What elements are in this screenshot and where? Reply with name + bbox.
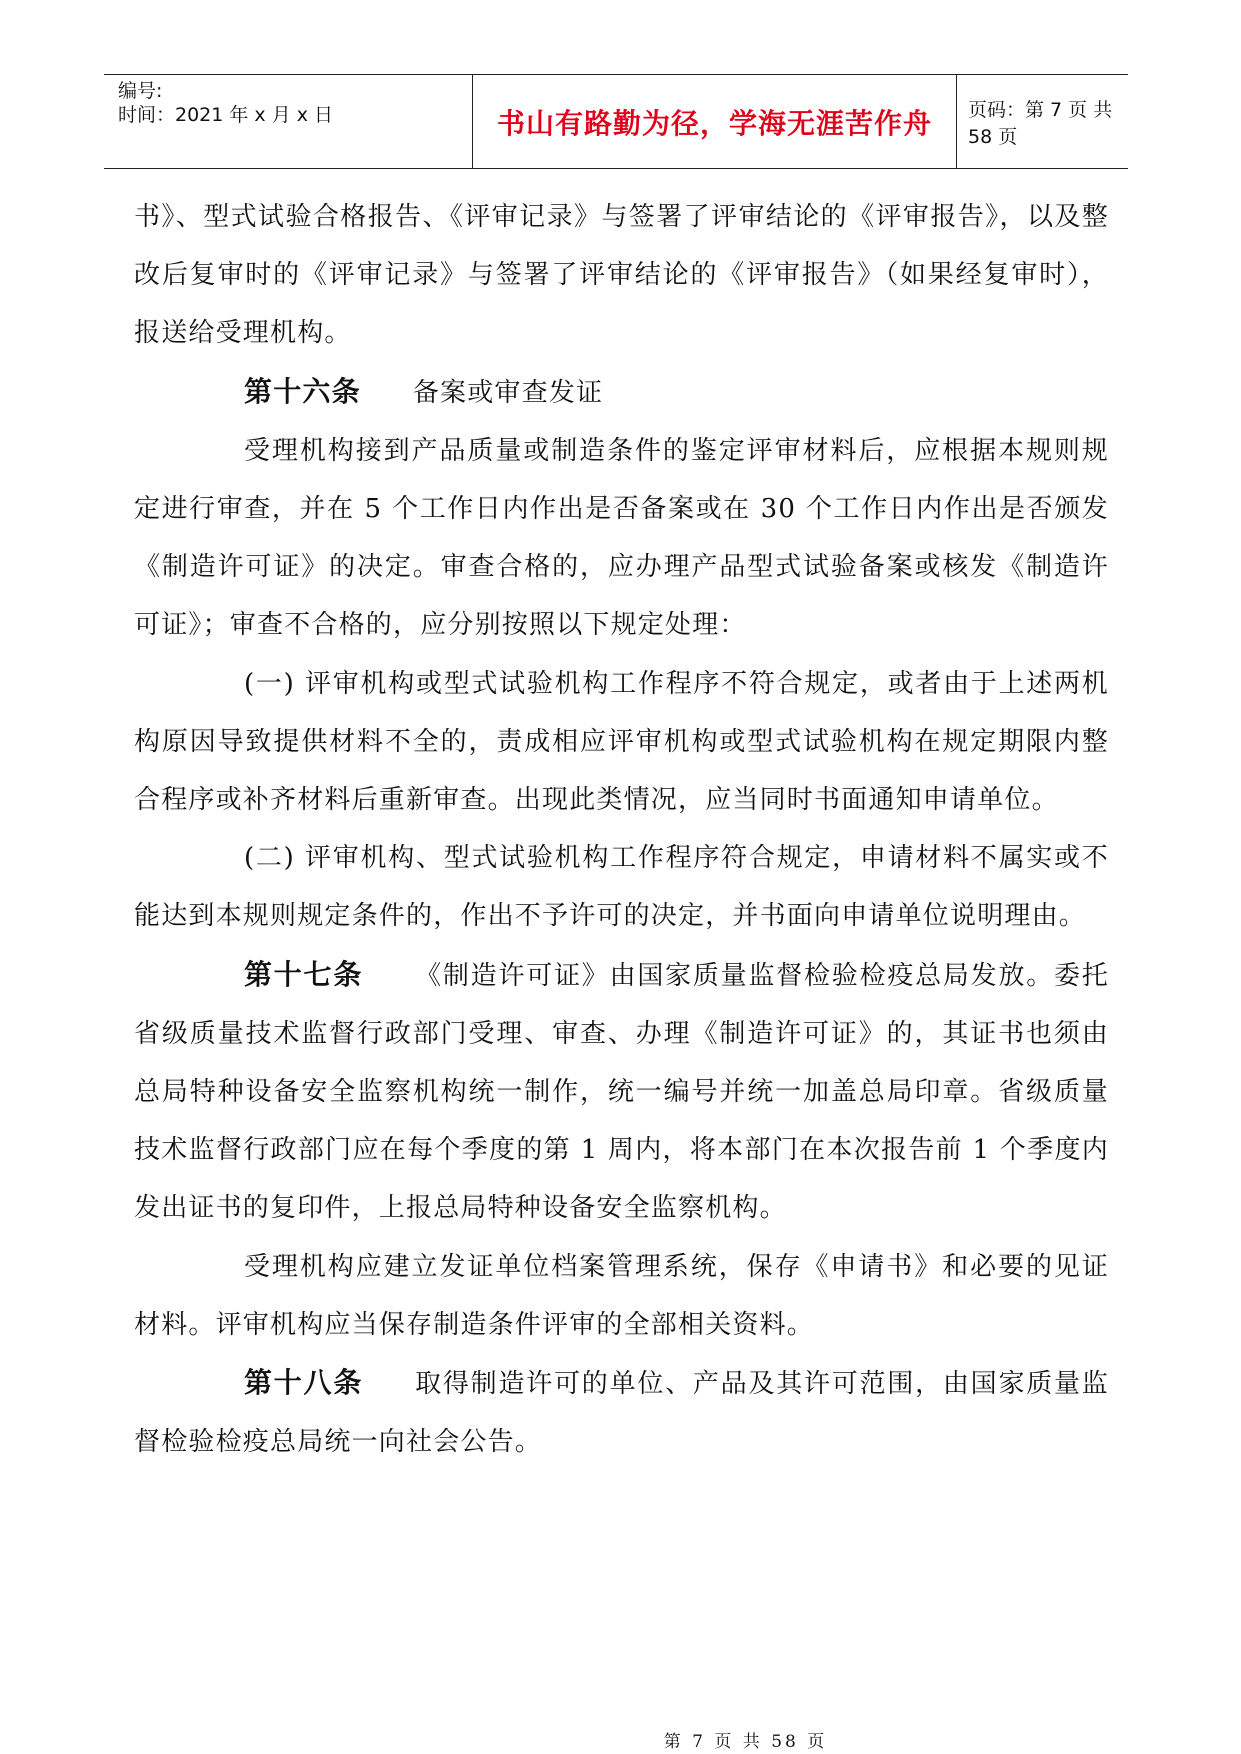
paragraph-text: 受理机构应建立发证单位档案管理系统，保存《申请书》和必要的见证材料。评审机构应当保存制造条件评审的全部相关资料。 [134,1251,1109,1340]
header-meta [118,75,472,172]
article-number: 第十六条 [244,374,361,408]
paragraph-text: (一) 评审机构或型式试验机构工作程序不符合规定，或者由于上述两机构原因导致提供材料不全的，责成相应评审机构或型式试验机构在规定期限内整合程序或补齐材料后重新审查。出现此类情况，应当同时书面通知申请单位。 [134,668,1109,816]
article-number: 第十八条 [244,1366,364,1400]
article-paragraph [134,1354,1109,1471]
header-page-info: 页码：第 7 页 共 58 页 [968,98,1113,148]
header-motto: 书山有路勤为径，学海无涯苦作舟 [496,106,932,140]
paragraph [134,655,1109,830]
header-motto-cell [472,75,957,168]
paragraph [134,188,1109,363]
page-header [104,74,1128,169]
document-number-label: 编号: [118,80,163,102]
article-paragraph [134,946,1109,1238]
paragraph-text: 受理机构接到产品质量或制造条件的鉴定评审材料后，应根据本规则规定进行审查，并在 5 个工作日内作出是否备案或在 30 个工作日内作出是否颁发《制造许可证》的决定。审查合格的，应办理产品型式试验备案或核发《制造许可证》；审查不合格的，应分别按照以下规定处理： [134,435,1109,641]
article-number: 第十七条 [244,957,364,991]
article-title: 备案或审查发证 [412,377,604,408]
paragraph-text: 《制造许可证》由国家质量监督检验检疫总局发放。委托省级质量技术监督行政部门受理、审查、办理《制造许可证》的，其证书也须由总局特种设备安全监察机构统一制作，统一编号并统一加盖总局印章。省级质量技术监督行政部门应在每个季度的第 1 周内，将本部门在本次报告前 1 个季度内发出证书的复印件，上报总局特种设备安全监察机构。 [134,960,1109,1224]
article-heading [134,363,1109,422]
paragraph-text: (二) 评审机构、型式试验机构工作程序符合规定，申请材料不属实或不能达到本规则规定条件的，作出不予许可的决定，并书面向申请单位说明理由。 [134,843,1109,932]
document-body [134,188,1109,1471]
paragraph-text: 书》、型式试验合格报告、《评审记录》与签署了评审结论的《评审报告》，以及整改后复审时的《评审记录》与签署了评审结论的《评审报告》（如果经复审时），报送给受理机构。 [134,202,1109,349]
paragraph [134,1238,1109,1354]
paragraph [134,422,1109,655]
paragraph [134,829,1109,945]
document-time-label: 时间：2021 年 x 月 x 日 [118,104,334,126]
paragraph-text: 取得制造许可的单位、产品及其许可范围，由国家质量监督检验检疫总局统一向社会公告。 [134,1369,1109,1458]
page-footer: 第 7 页 共 58 页 [663,1732,828,1752]
